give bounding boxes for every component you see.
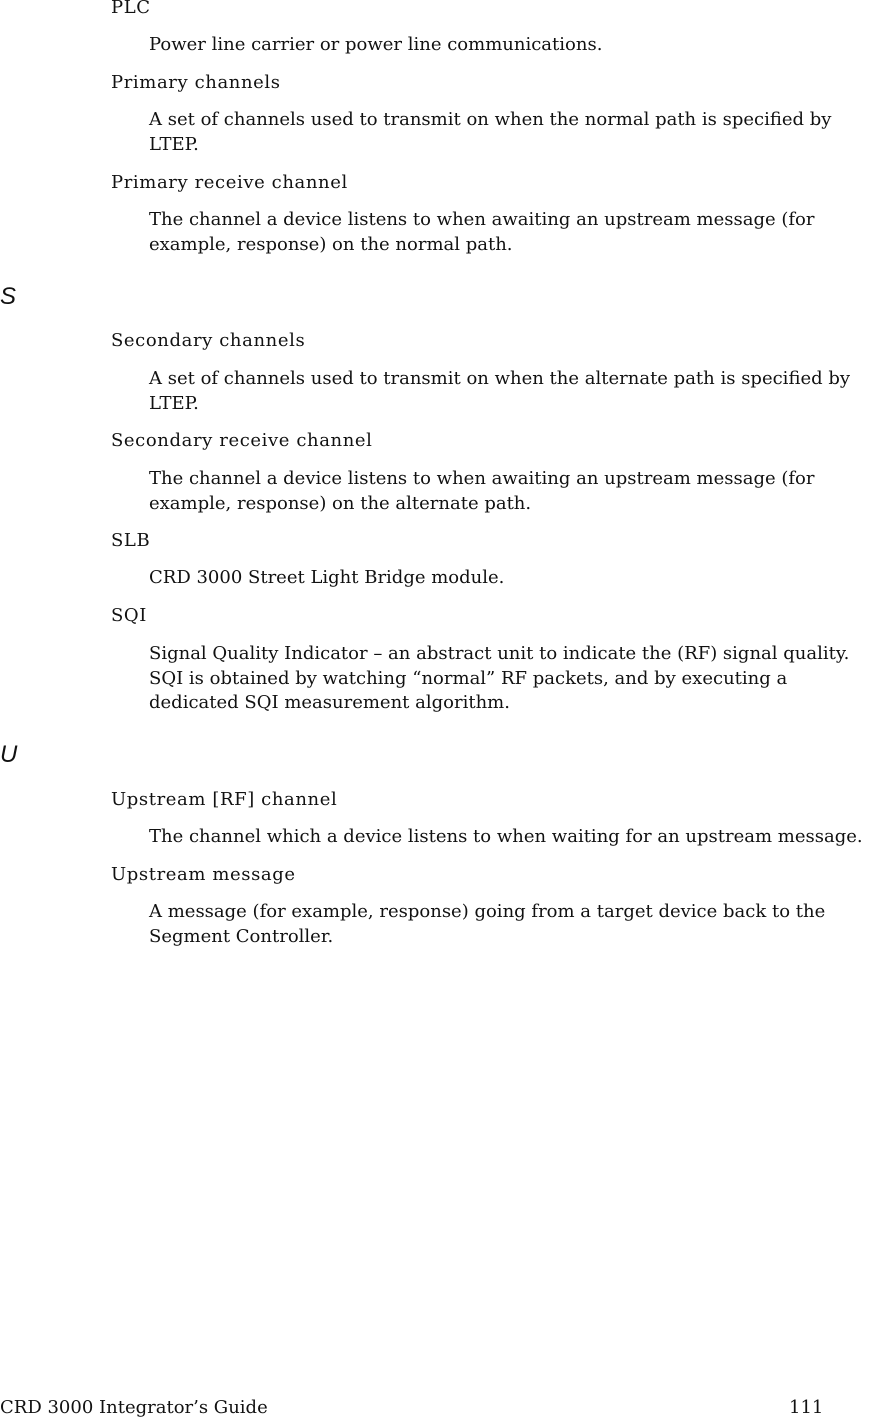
definition-line: A set of channels used to transmit on when the normal path is specified by — [149, 109, 832, 130]
footer-page-number: 111 — [789, 1397, 824, 1418]
definition-line: Power line carrier or power line communications. — [149, 34, 603, 55]
definition-line: dedicated SQI measurement algorithm. — [149, 692, 510, 713]
glossary-definition-upstream-message — [149, 900, 896, 949]
definition-line: LTEP. — [149, 133, 199, 155]
definition-line: A set of channels used to transmit on when the alternate path is specified by — [149, 368, 851, 389]
definition-line: SQI is obtained by watching “normal” RF packets, and by executing a — [149, 667, 788, 689]
glossary-term-plc: PLC — [111, 0, 151, 18]
definition-line: Segment Controller. — [149, 925, 334, 947]
glossary-term-primary-channels: Primary channels — [111, 72, 281, 93]
glossary-term-upstream-message: Upstream message — [111, 864, 296, 885]
glossary-term-secondary-receive-channel: Secondary receive channel — [111, 430, 373, 451]
glossary-definition-secondary-channels — [149, 367, 896, 416]
definition-line: example, response) on the normal path. — [149, 233, 513, 255]
glossary-definition-primary-receive-channel — [149, 208, 896, 257]
glossary-definition-primary-channels — [149, 108, 896, 157]
section-letter-u: U — [0, 741, 18, 768]
glossary-definition-plc — [149, 33, 896, 58]
glossary-definition-upstream-rf-channel — [149, 825, 896, 850]
definition-line: LTEP. — [149, 392, 199, 414]
glossary-definition-slb — [149, 566, 896, 591]
glossary-term-sqi: SQI — [111, 605, 147, 626]
glossary-term-primary-receive-channel: Primary receive channel — [111, 172, 348, 193]
definition-line: The channel a device listens to when awaiting an upstream message (for — [149, 468, 815, 489]
glossary-definition-secondary-receive-channel — [149, 467, 896, 516]
section-letter-s: S — [0, 283, 17, 310]
glossary-definition-sqi — [149, 642, 896, 716]
definition-line: Signal Quality Indicator – an abstract unit to indicate the (RF) signal quality. — [149, 643, 850, 664]
definition-line: CRD 3000 Street Light Bridge module. — [149, 567, 505, 588]
definition-line: The channel a device listens to when awaiting an upstream message (for — [149, 209, 815, 230]
definition-line: The channel which a device listens to when waiting for an upstream message. — [149, 826, 863, 847]
definition-line: A message (for example, response) going from a target device back to the — [149, 901, 826, 922]
glossary-term-slb: SLB — [111, 530, 151, 551]
footer-document-title: CRD 3000 Integrator’s Guide — [0, 1397, 268, 1418]
glossary-term-upstream-rf-channel: Upstream [RF] channel — [111, 789, 338, 810]
glossary-term-secondary-channels: Secondary channels — [111, 330, 306, 351]
definition-line: example, response) on the alternate path. — [149, 492, 532, 514]
